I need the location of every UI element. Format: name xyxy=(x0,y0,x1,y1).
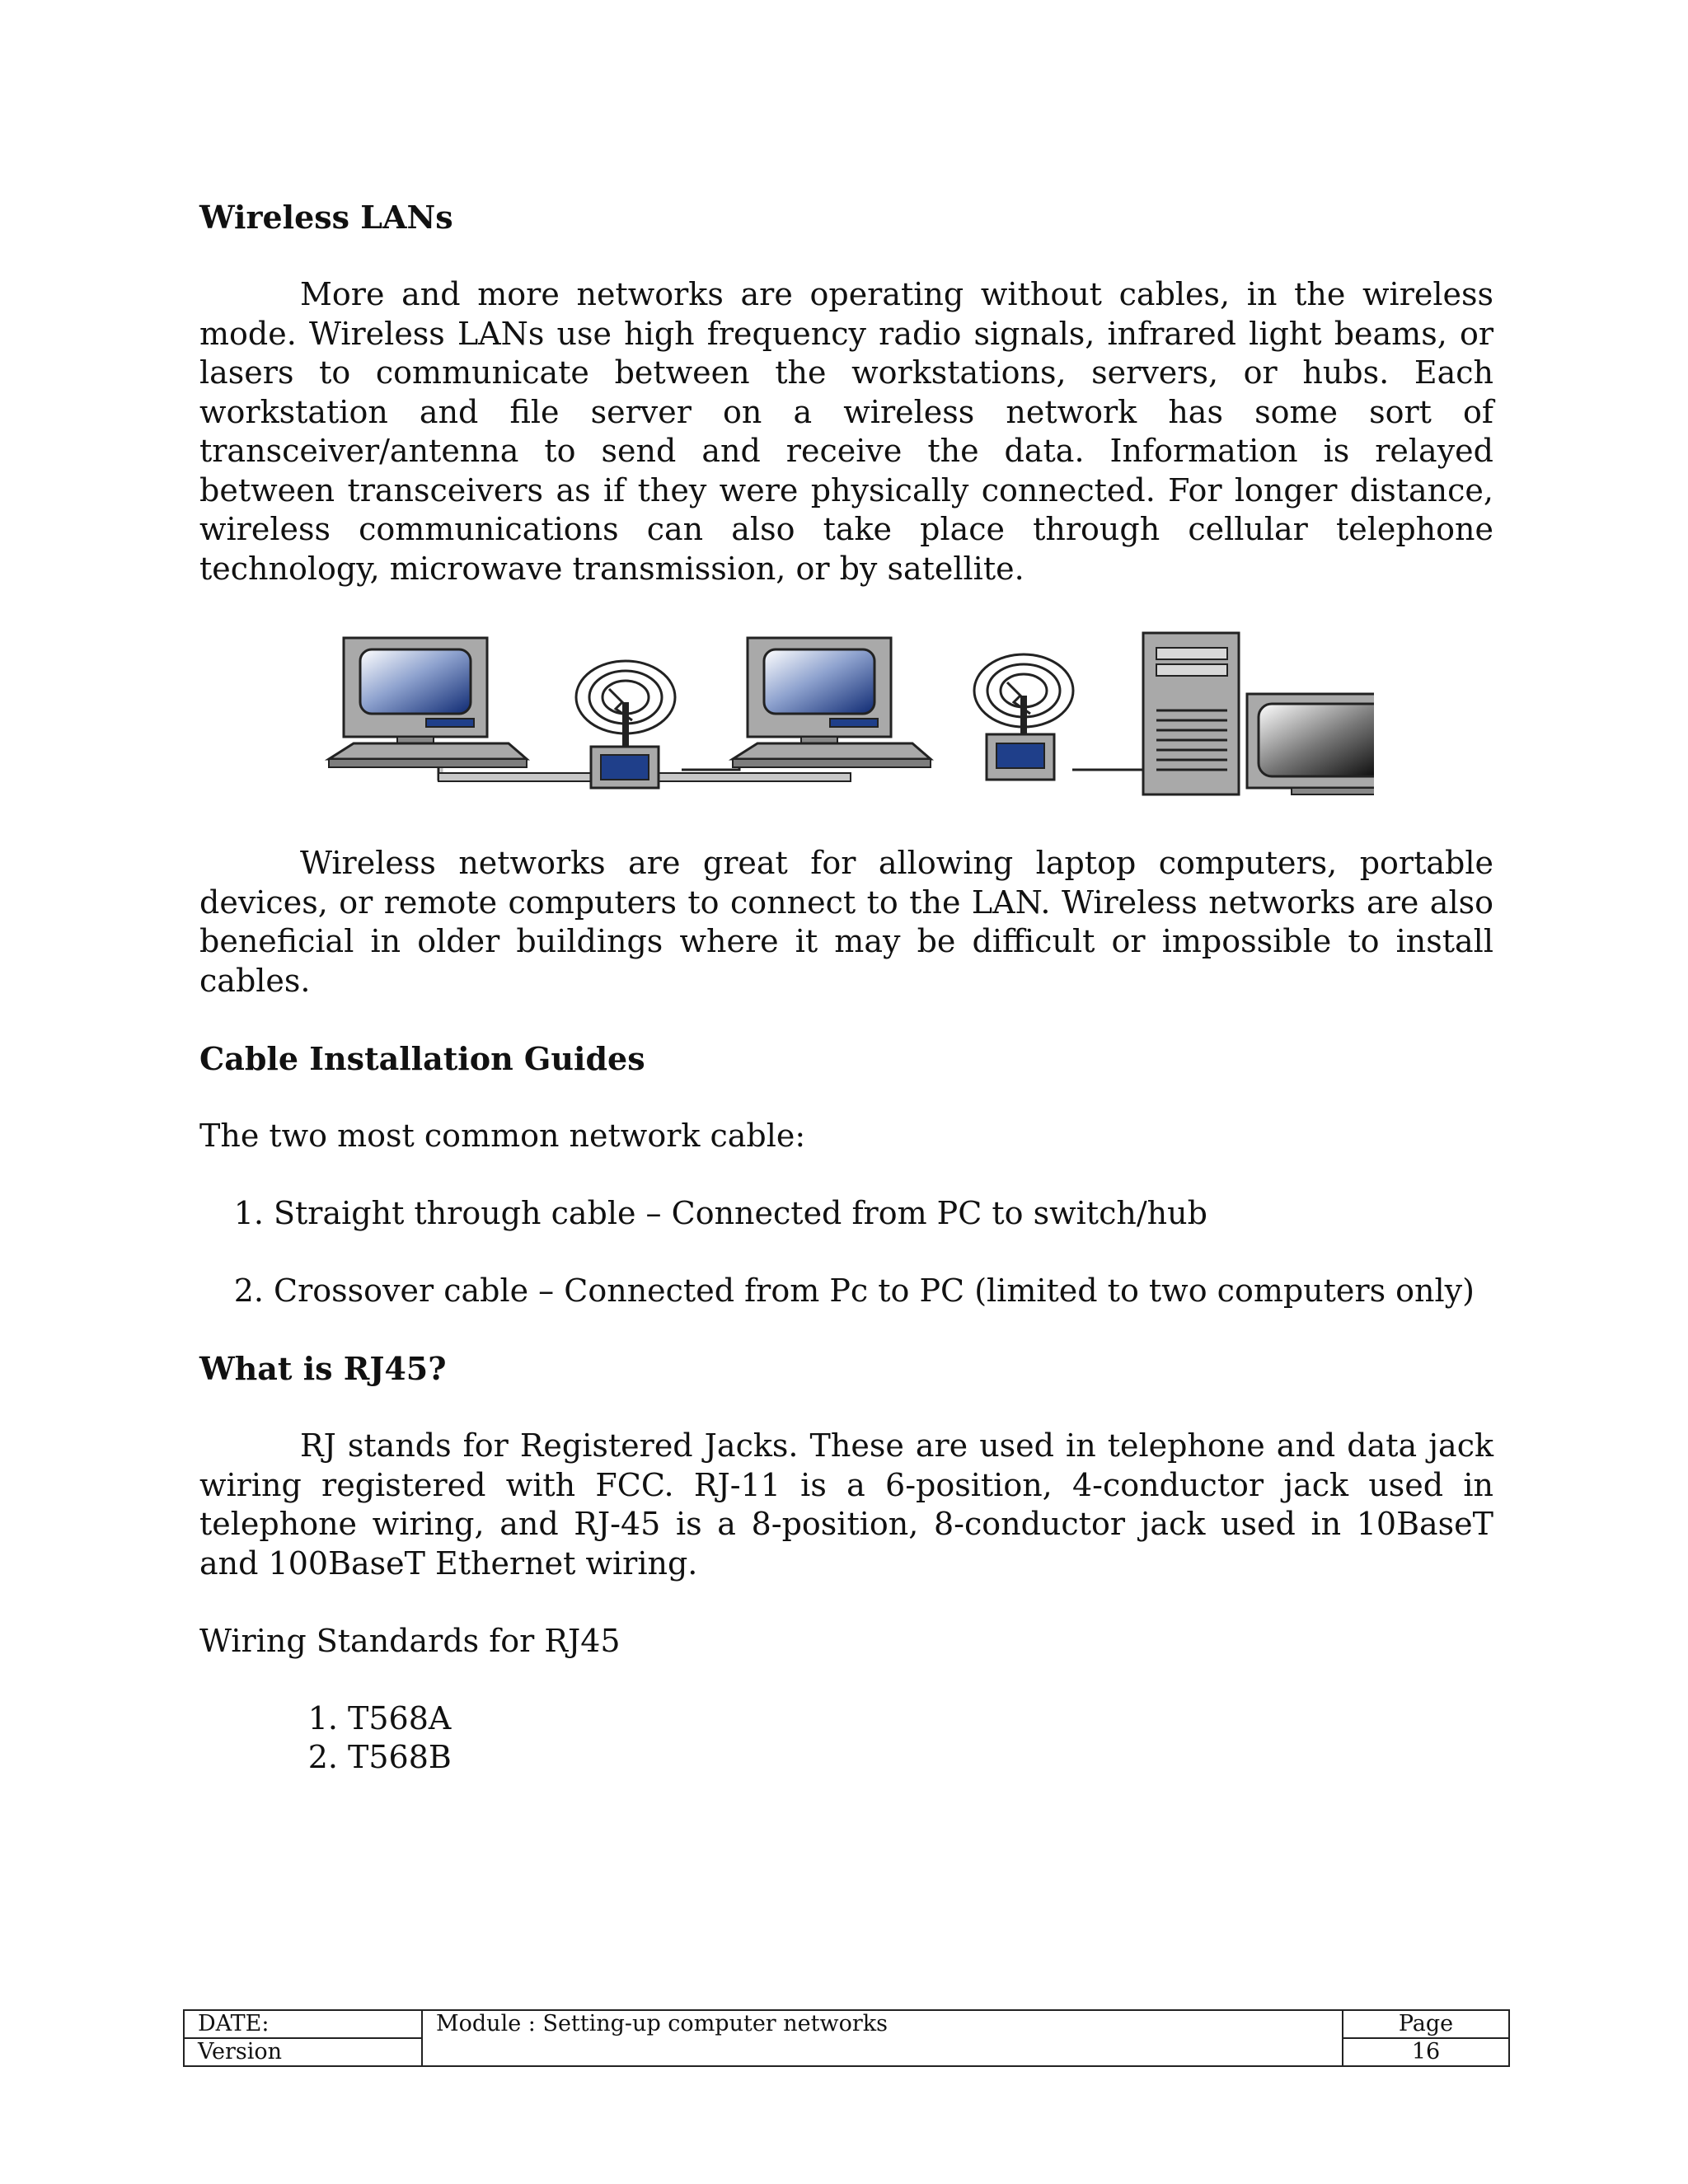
footer-module-title: Module : Setting-up computer networks xyxy=(422,2010,1343,2066)
page-footer xyxy=(183,2009,1510,2067)
cable-intro-text: The two most common network cable: xyxy=(199,1118,806,1154)
workstation-1-icon xyxy=(329,638,527,767)
wiring-standards-label: Wiring Standards for RJ45 xyxy=(199,1623,621,1659)
document-page xyxy=(199,198,1493,1777)
paragraph-wireless-benefits: Wireless networks are great for allowing laptop computers, portable devices, or remote computers to connect to the LAN. Wireless networks are also beneficial in older buildings where it may be difficult or impossible to install cables. xyxy=(199,845,1493,999)
list-item: 1. T568A xyxy=(307,1700,452,1736)
paragraph-wireless-intro: More and more networks are operating without cables, in the wireless mode. Wireless LANs use high frequency radio signals, infrared light beams, or lasers to communicate between the workstations, servers, or hubs. Each workstation and file server on a wireless network has some sort of transceiver/antenna to send and receive the data. Information is relayed between transceivers as if they were physically connected. For longer distance, wireless communications can also take place through cellular telephone technology, microwave transmission, or by satellite. xyxy=(199,276,1493,587)
list-item: 1. Straight through cable – Connected from PC to switch/hub xyxy=(233,1195,1207,1231)
workstation-2-icon xyxy=(733,638,931,767)
footer-page-label: Page xyxy=(1343,2010,1509,2038)
list-item: 2. T568B xyxy=(307,1739,452,1775)
footer-version-label: Version xyxy=(184,2038,422,2066)
list-item: 2. Crossover cable – Connected from Pc to PC (limited to two computers only) xyxy=(233,1272,1475,1309)
wiring-standards-list xyxy=(199,1699,1493,1777)
footer-date-label: DATE: xyxy=(184,2010,422,2038)
heading-cable-installation-guides: Cable Installation Guides xyxy=(199,1040,645,1077)
wireless-access-point-2-icon xyxy=(974,654,1073,780)
file-server-tower-icon xyxy=(1143,633,1239,794)
heading-what-is-rj45: What is RJ45? xyxy=(199,1350,447,1387)
wireless-access-point-1-icon xyxy=(576,661,675,788)
paragraph-rj45: RJ stands for Registered Jacks. These are used in telephone and data jack wiring registered with FCC. RJ-11 is a 6-position, 4-conductor jack used in telephone wiring, and RJ-45 is a 8-position, 8-conductor jack used in 10BaseT and 100BaseT Ethernet wiring. xyxy=(199,1427,1493,1582)
cable-types-list xyxy=(199,1194,1493,1310)
server-monitor-icon xyxy=(1247,694,1374,794)
heading-wireless-lans: Wireless LANs xyxy=(199,199,453,236)
footer-page-number: 16 xyxy=(1343,2038,1509,2066)
wireless-network-illustration xyxy=(319,631,1374,801)
